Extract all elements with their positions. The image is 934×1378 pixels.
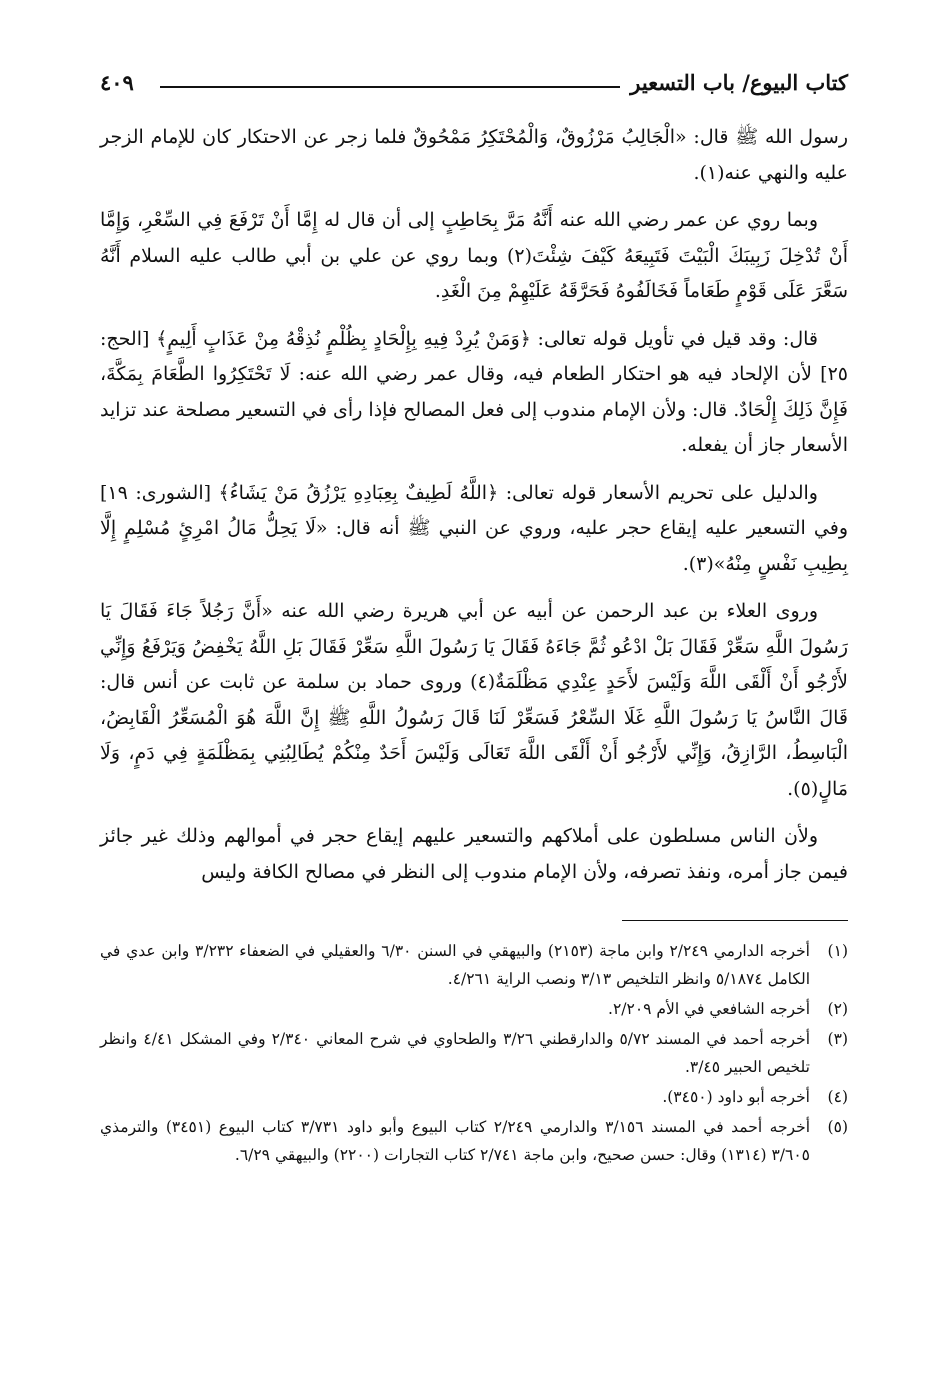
paragraph: وروى العلاء بن عبد الرحمن عن أبيه عن أبي هريرة رضي الله عنه «أَنَّ رَجُلاً جَاءَ فَقَالَ يَا رَسُولَ اللَّهِ سَعِّرْ فَقَالَ بَلْ ادْعُو ثُمَّ جَاءَهُ فَقَالَ يَا رَسُولَ اللَّهِ سَعِّرْ فَقَالَ بَلِ اللَّهُ يَخْفِضُ وَيَرْفَعُ وَإِنِّي لأَرْجُو أَنْ أَلْقَى اللَّهَ وَلَيْسَ لأَحَدٍ عِنْدِي مَظْلَمَةٌ(٤) وروى حماد بن سلمة عن ثابت عن أنس قال: قَالَ النَّاسُ يَا رَسُولَ اللَّهِ غَلَا السِّعْرُ فَسَعِّرْ لَنَا قَالَ رَسُولُ اللَّهِ ﷺ إِنَّ اللَّهَ هُوَ الْمُسَعِّرُ الْقَابِضُ، الْبَاسِطُ، الرَّازِقُ، وَإِنِّي لأَرْجُو أَنْ أَلْقَى اللَّهَ تَعَالَى وَلَيْسَ أَحَدٌ مِنْكُمْ يُطَالِبُنِي بِمَظْلَمَةٍ فِي دَمٍ، وَلَا مَالٍ(٥). [100, 600, 848, 800]
footnote-text: أخرجه أحمد في المسند ٥/٧٢ والدارقطني ٣/٢٦ والطحاوي في شرح المعاني ٢/٣٤٠ وفي المشكل ٤/٤١ وانظر تلخيص الحبير ٣/٤٥. [100, 1030, 811, 1076]
footnote-number: (٥) [827, 1118, 848, 1136]
footnote-text: أخرجه أحمد في المسند ٣/١٥٦ والدارمي ٢/٢٤٩ كتاب البيوع وأبو داود ٣/٧٣١ كتاب البيوع (٣٤٥١) والترمذي ٣/٦٠٥ (١٣١٤) وقال: حسن صحيح، وابن ماجة ٢/٧٤١ كتاب التجارات (٢٢٠٠) والبيهقي ٦/٢٩. [100, 1118, 810, 1164]
footnote-number: (٤) [827, 1088, 848, 1106]
footnote-number: (٢) [827, 1000, 848, 1018]
page-number: ٤٠٩ [100, 70, 134, 95]
footnote-number: (٣) [827, 1030, 848, 1048]
paragraph: وبما روي عن عمر رضي الله عنه أَنَّهُ مَرَّ بِحَاطِبٍ إلى أن قال له إِمَّا أَنْ تَرْفَعَ فِي السِّعْرِ، وَإِمَّا أَنْ تُدْخِلَ زَبِيبَكَ الْبَيْتَ فَتَبِيعَهُ كَيْفَ شِئْتَ(٢) وبما روي عن علي بن أبي طالب عليه السلام أَنَّهُ سَعَّرَ عَلَى قَوْمٍ طَعَاماً فَخَالَفُوهُ فَحَرَّقَهُ عَلَيْهِمْ مِنَ الْغَدِ. [100, 209, 848, 302]
paragraph: ولأن الناس مسلطون على أملاكهم والتسعير عليهم إيقاع حجر في أموالهم وذلك غير جائز فيمن جاز أمره، ونفذ تصرفه، ولأن الإمام مندوب إلى النظر في مصالح الكافة وليس [100, 825, 848, 883]
body-text [100, 120, 848, 890]
footnotes [100, 937, 848, 1169]
footnote-text: أخرجه أبو داود (٣٤٥٠). [662, 1088, 810, 1106]
footnote [100, 1025, 848, 1081]
footnote-text: أخرجه الشافعي في الأم ٢/٢٠٩. [608, 1000, 810, 1018]
footnote [100, 937, 848, 993]
paragraph: والدليل على تحريم الأسعار قوله تعالى: ﴿اللَّهُ لَطِيفٌ بِعِبَادِهِ يَرْزُقُ مَنْ يَشَاءُ﴾ [الشورى: ١٩] وفي التسعير عليه إيقاع حجر عليه، وروي عن النبي ﷺ أنه قال: «لَا يَحِلُّ مَالُ امْرِئٍ مُسْلِمٍ إِلَّا بِطِيبِ نَفْسٍ مِنْهُ»(٣). [100, 481, 848, 575]
footnote-text: أخرجه الدارمي ٢/٢٤٩ وابن ماجة (٢١٥٣) والبيهقي في السنن ٦/٣٠ والعقيلي في الضعفاء ٣/٢٣٢ وابن عدي في الكامل ٥/١٨٧٤ وانظر التلخيص ٣/١٣ ونصب الراية ٤/٢٦١. [100, 942, 810, 988]
footnote [100, 1113, 848, 1169]
footnote [100, 1083, 848, 1111]
footnote [100, 995, 848, 1023]
book-page [100, 66, 848, 1356]
footnote-separator [622, 920, 848, 921]
paragraph: قال: وقد قيل في تأويل قوله تعالى: ﴿وَمَنْ يُرِدْ فِيهِ بِإِلْحَادٍ بِظُلْمٍ نُذِقْهُ مِنْ عَذَابٍ أَلِيمٍ﴾ [الحج: ٢٥] لأن الإلحاد فيه هو احتكار الطعام فيه، وقال عمر رضي الله عنه: لَا تَحْتَكِرُوا الطَّعَامَ بِمَكَّةَ، فَإِنَّ ذَلِكَ إِلْحَادٌ. قال: ولأن الإمام مندوب إلى فعل المصالح فإذا رأى في التسعير مصلحة عند تزايد الأسعار جاز أن يفعله. [100, 327, 848, 456]
running-header [100, 66, 848, 106]
paragraph: رسول الله ﷺ قال: «الْجَالِبُ مَرْزُوقٌ، وَالْمُحْتَكِرُ مَمْحُوقٌ فلما زجر عن الاحتكار كان للإمام الزجر عليه والنهي عنه(١). [100, 126, 848, 184]
header-rule [160, 86, 620, 88]
footnote-number: (١) [827, 942, 848, 960]
chapter-title: كتاب البيوع/ باب التسعير [630, 70, 848, 95]
